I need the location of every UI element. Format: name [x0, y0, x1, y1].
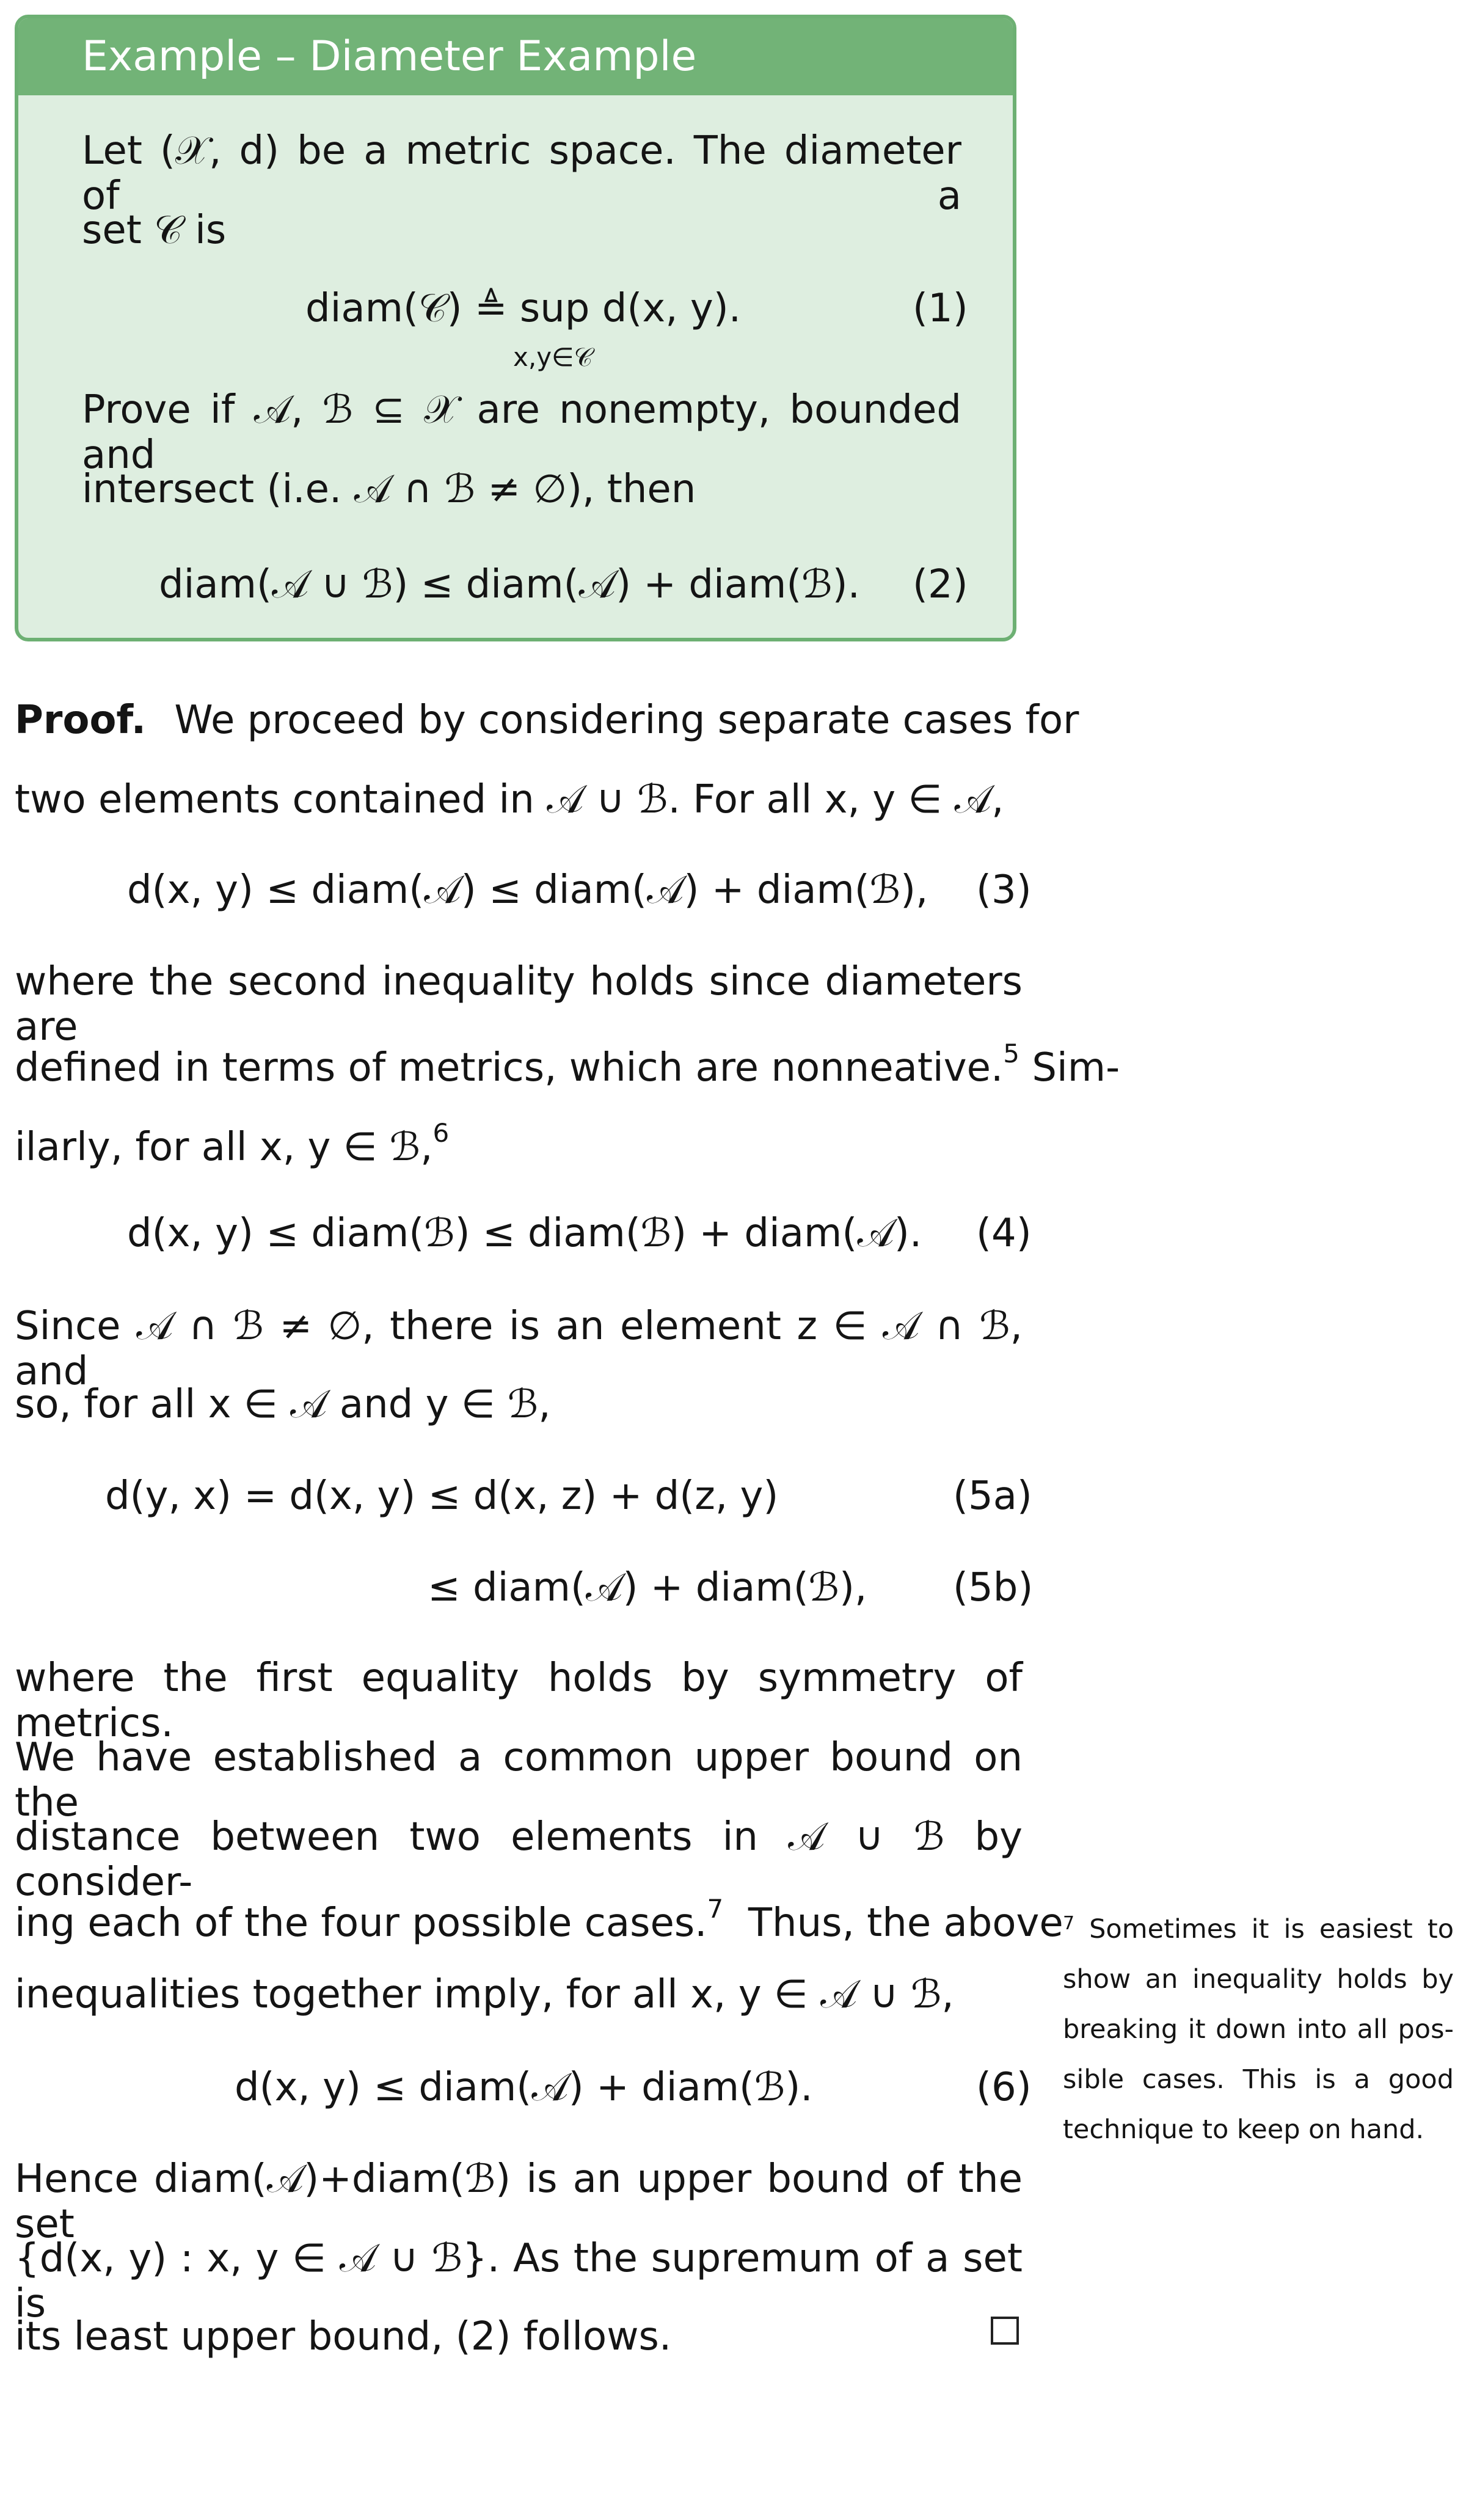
footnote-7: [1063, 1899, 1454, 2155]
equation-5a-number: (5a): [953, 1474, 1032, 1519]
footnote-6-mark: 6: [432, 1118, 450, 1148]
proof-line-13: Hence diam(𝒜)+diam(ℬ) is an upper bound of the set: [15, 2157, 1023, 2247]
proof-line-4: defined in terms of metrics, which are nonneative.$^5$ Sim-: [15, 1039, 1120, 1090]
proof-label: Proof.: [15, 698, 147, 743]
equation-4: d(x, y) ≤ diam(ℬ) ≤ diam(ℬ) + diam(𝒜).: [127, 1211, 922, 1256]
footnote-7-line-3: breaking it down into all pos-: [1063, 2014, 1454, 2045]
equation-3: d(x, y) ≤ diam(𝒜) ≤ diam(𝒜) + diam(ℬ),: [127, 867, 928, 913]
proof-line-2: two elements contained in 𝒜 ∪ ℬ. For all x, y ∈ 𝒜,: [15, 777, 1004, 822]
proof-line-7: so, for all x ∈ 𝒜 and y ∈ ℬ,: [15, 1382, 551, 1427]
footnote-7-line-2: show an inequality holds by: [1063, 1964, 1454, 1995]
footnote-7-mark: 7: [707, 1894, 724, 1924]
proof-line-5: ilarly, for all x, y ∈ ℬ,$^6$: [15, 1118, 450, 1170]
example-line-4: intersect (i.e. 𝒜 ∩ ℬ ≠ ∅), then: [82, 467, 696, 512]
equation-2: diam(𝒜 ∪ ℬ) ≤ diam(𝒜) + diam(ℬ).: [159, 562, 860, 607]
equation-1-number: (1): [913, 286, 968, 331]
example-line-2: set 𝒞 is: [82, 208, 227, 253]
proof-line-8: where the first equality holds by symmetry of metrics.: [15, 1656, 1023, 1746]
footnote-7-line-1: $^7$ Sometimes it is easiest to: [1063, 1913, 1454, 1945]
proof-line-12: inequalities together imply, for all x, y ∈ 𝒜 ∪ ℬ,: [15, 1972, 954, 2017]
proof-line-15: its least upper bound, (2) follows.: [15, 2314, 672, 2359]
equation-1: diam(𝒞) ≜ sup d(x, y).: [305, 286, 742, 331]
qed-square: [991, 2317, 1019, 2345]
example-line-1: Let (𝒳, d) be a metric space. The diameter of a: [82, 128, 961, 219]
equation-6-number: (6): [976, 2065, 1032, 2110]
proof-line-6: Since 𝒜 ∩ ℬ ≠ ∅, there is an element z ∈ 𝒜 ∩ ℬ, and: [15, 1304, 1023, 1394]
equation-3-number: (3): [976, 867, 1032, 913]
equation-5b-number: (5b): [953, 1565, 1034, 1610]
proof-line-10: distance between two elements in 𝒜 ∪ ℬ by consider-: [15, 1814, 1023, 1905]
proof-line-14: {d(x, y) : x, y ∈ 𝒜 ∪ ℬ}. As the supremum of a set is: [15, 2236, 1023, 2326]
proof-line-3: where the second inequality holds since diameters are: [15, 959, 1023, 1050]
footnote-5-mark: 5: [1003, 1039, 1020, 1068]
footnote-7-line-4: sible cases. This is a good: [1063, 2064, 1454, 2095]
proof-line-11: ing each of the four possible cases.$^7$ Thus, the above: [15, 1894, 1063, 1946]
example-title: Example – Diameter Example: [18, 18, 1013, 95]
footnote-7-line-5: technique to keep on hand.: [1063, 2114, 1424, 2145]
equation-5b: ≤ diam(𝒜) + diam(ℬ),: [428, 1565, 867, 1610]
equation-1-subscript: x,y∈𝒞: [513, 342, 593, 372]
example-line-3: Prove if 𝒜, ℬ ⊆ 𝒳 are nonempty, bounded and: [82, 387, 961, 478]
proof-line-9: We have established a common upper bound on the: [15, 1735, 1023, 1825]
equation-4-number: (4): [976, 1211, 1032, 1256]
example-box: [15, 15, 1016, 641]
proof-line-1: Proof. We proceed by considering separate cases for: [15, 698, 1079, 743]
equation-5a: d(y, x) = d(x, y) ≤ d(x, z) + d(z, y): [105, 1474, 779, 1519]
equation-6: d(x, y) ≤ diam(𝒜) + diam(ℬ).: [235, 2065, 813, 2110]
equation-2-number: (2): [913, 562, 968, 607]
